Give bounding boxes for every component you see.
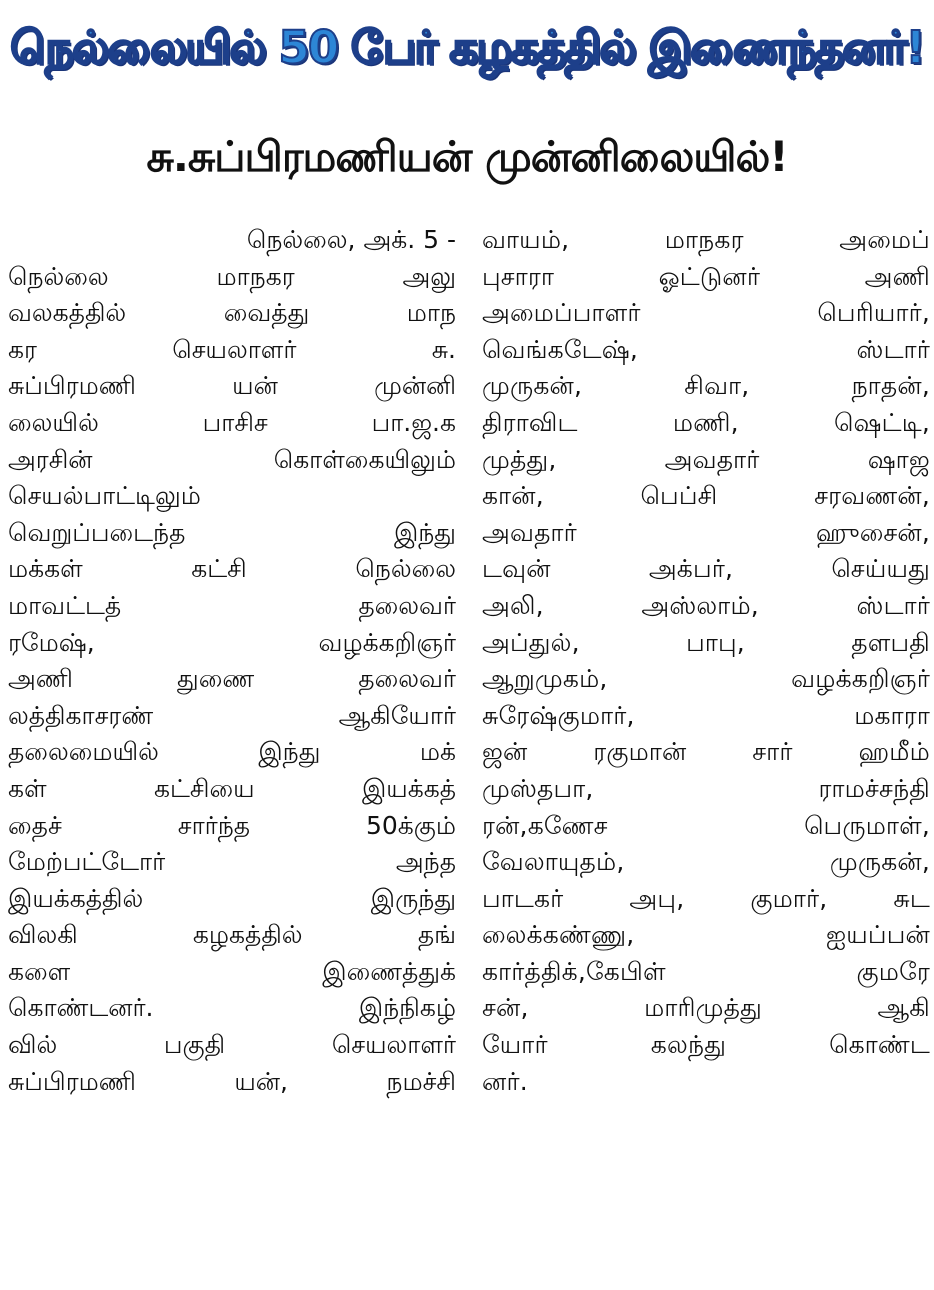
article-line: புசாரா ஓட்டுனர் அணி	[482, 261, 930, 291]
article-line: அமைப்பாளர் பெரியார்,	[482, 298, 930, 328]
article-line: னர்.	[482, 1066, 528, 1096]
article-line: வெங்கடேஷ், ஸ்டார்	[482, 334, 930, 364]
left-column	[8, 222, 456, 1100]
subheadline: சு.சுப்பிரமணியன் முன்னிலையில்!	[146, 132, 788, 181]
article-line: வலகத்தில் வைத்து மாந	[8, 298, 456, 328]
article-line: வெறுப்படைந்த இந்து	[8, 517, 456, 547]
article-line: லையில் பாசிச பா.ஜ.க	[8, 407, 456, 437]
article-line: சுரேஷ்குமார், மகாரா	[482, 700, 930, 730]
article-line: மேற்பட்டோர் அந்த	[8, 847, 456, 877]
article-line: வேலாயுதம், முருகன்,	[482, 847, 930, 877]
article-line: இயக்கத்தில் இருந்து	[8, 883, 456, 913]
article-line: கர செயலாளர் சு.	[8, 334, 456, 364]
article-line: டவுன் அக்பர், செய்யது	[482, 554, 930, 584]
article-line: சுப்பிரமணி யன், நமச்சி	[8, 1066, 456, 1096]
headline: நெல்லையில் 50 பேர் கழகத்தில் இணைந்தனர்!	[10, 21, 924, 74]
article-line: தலைமையில் இந்து மக்	[8, 737, 456, 767]
article-line: கான், பெப்சி சரவணன்,	[482, 481, 930, 511]
article-line: அவதார் ஹுசைன்,	[482, 517, 930, 547]
article-line: முத்து, அவதார் ஷாஜ	[482, 444, 930, 474]
article-body	[8, 222, 930, 1282]
article-line: வாயம், மாநகர அமைப்	[482, 225, 930, 254]
article-line: கள் கட்சியை இயக்கத்	[8, 773, 456, 803]
article-line: செயல்பாட்டிலும்	[8, 481, 201, 511]
article-line: அப்துல், பாபு, தளபதி	[482, 627, 930, 657]
article-line: லைக்கண்ணு, ஐயப்பன்	[482, 920, 930, 950]
article-line: திராவிட மணி, ஷெட்டி,	[482, 407, 930, 437]
article-line: முருகன், சிவா, நாதன்,	[482, 371, 930, 401]
article-line: கொண்டனர். இந்நிகழ்	[8, 993, 456, 1023]
article-line: விலகி கழகத்தில் தங்	[8, 920, 456, 950]
article-line: நெல்லை மாநகர அலு	[8, 261, 456, 291]
article-line: முஸ்தபா, ராமச்சந்தி	[482, 773, 930, 803]
right-column	[482, 222, 930, 1100]
article-line: லத்திகாசரண் ஆகியோர்	[8, 700, 456, 730]
article-line: மக்கள் கட்சி நெல்லை	[8, 554, 456, 584]
article-line: ஆறுமுகம், வழக்கறிஞர்	[482, 664, 930, 694]
article-line: மாவட்டத் தலைவர்	[8, 590, 456, 620]
article-line: ஜன் ரகுமான் சார் ஹமீம்	[482, 737, 930, 767]
article-line: சன், மாரிமுத்து ஆகி	[482, 993, 930, 1023]
article-line: அலி, அஸ்லாம், ஸ்டார்	[482, 590, 930, 620]
article-line: வில் பகுதி செயலாளர்	[8, 1030, 456, 1060]
article-line: தைச் சார்ந்த 50க்கும்	[8, 810, 456, 840]
article-line: ரன்,கணேச பெருமாள்,	[482, 810, 930, 840]
article-line: யோர் கலந்து கொண்ட	[482, 1030, 930, 1060]
article-line: சுப்பிரமணி யன் முன்னி	[8, 371, 456, 401]
article-line: நெல்லை, அக். 5 -	[246, 225, 456, 254]
article-line: களை இணைத்துக்	[8, 956, 456, 986]
article-line: அரசின் கொள்கையிலும்	[8, 444, 456, 474]
article-line: கார்த்திக்,கேபிள் குமரே	[482, 956, 930, 986]
article-line: ரமேஷ், வழக்கறிஞர்	[8, 627, 456, 657]
article-line: பாடகர் அபு, குமார், சுட	[482, 883, 930, 913]
article-line: அணி துணை தலைவர்	[8, 664, 456, 694]
